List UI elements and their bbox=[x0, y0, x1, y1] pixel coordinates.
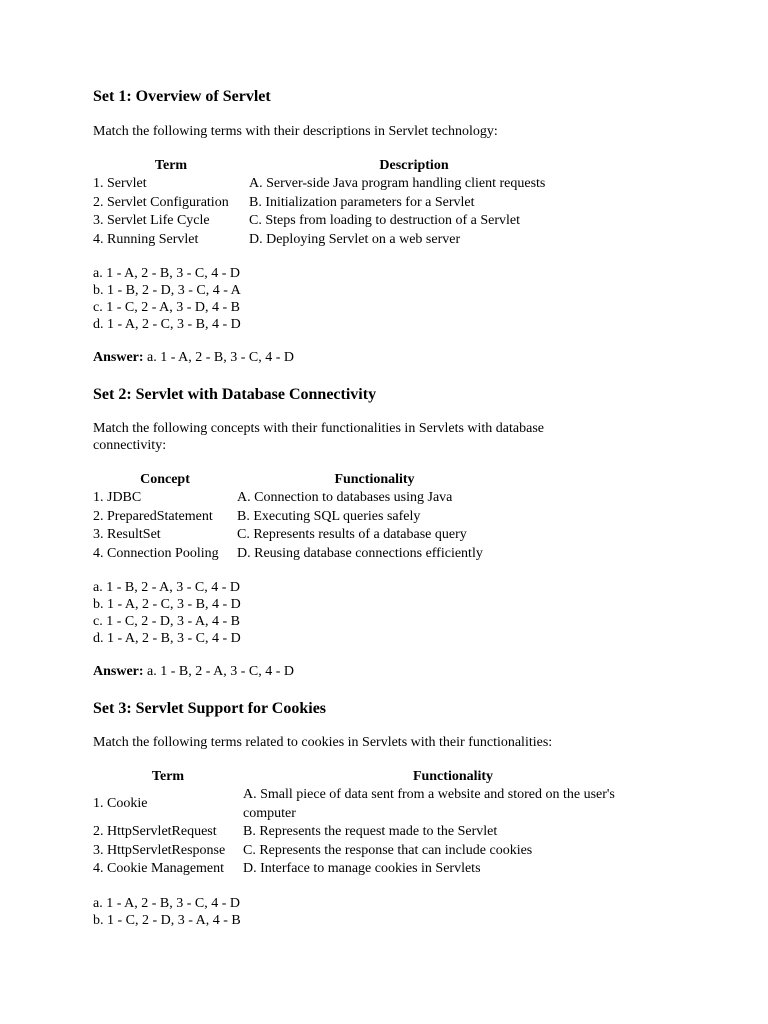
description-cell: D. Deploying Servlet on a web server bbox=[249, 231, 461, 247]
term-cell: 2. HttpServletRequest bbox=[93, 824, 217, 839]
option-a: a. 1 - A, 2 - B, 3 - C, 4 - D bbox=[93, 895, 240, 911]
functionality-cell: B. Executing SQL queries safely bbox=[237, 508, 421, 524]
table-row bbox=[93, 823, 663, 842]
table-row bbox=[93, 489, 512, 508]
table-row bbox=[93, 212, 579, 231]
set-1-match-table bbox=[93, 157, 579, 249]
term-cell: 1. Servlet bbox=[93, 176, 147, 191]
answer-value: a. 1 - A, 2 - B, 3 - C, 4 - D bbox=[147, 350, 295, 365]
table-header-term: Term bbox=[154, 158, 188, 173]
option-d: d. 1 - A, 2 - B, 3 - C, 4 - D bbox=[93, 631, 241, 646]
set-3 bbox=[93, 698, 693, 929]
set-1-answer bbox=[93, 349, 693, 366]
table-header-functionality: Functionality bbox=[334, 472, 415, 487]
set-2-match-table bbox=[93, 471, 512, 563]
term-cell: 4. Cookie Management bbox=[93, 861, 225, 876]
table-header-term: Term bbox=[151, 769, 185, 784]
set-3-match-table bbox=[93, 768, 663, 879]
functionality-cell: C. Represents the response that can include cookies bbox=[243, 842, 533, 858]
functionality-cell: A. Small piece of data sent from a website and stored on the user's computer bbox=[243, 787, 615, 821]
option-c: c. 1 - C, 2 - D, 3 - A, 4 - B bbox=[93, 614, 240, 629]
table-row bbox=[93, 786, 663, 823]
set-1-options bbox=[93, 265, 693, 333]
option-d: d. 1 - A, 2 - C, 3 - B, 4 - D bbox=[93, 317, 241, 332]
option-b: b. 1 - C, 2 - D, 3 - A, 4 - B bbox=[93, 912, 241, 928]
functionality-cell: A. Connection to databases using Java bbox=[237, 490, 453, 505]
concept-cell: 2. PreparedStatement bbox=[93, 508, 213, 524]
table-row bbox=[93, 860, 663, 879]
term-cell: 2. Servlet Configuration bbox=[93, 194, 229, 210]
functionality-cell: D. Reusing database connections efficiently bbox=[237, 545, 483, 561]
set-1-title: Set 1: Overview of Servlet bbox=[93, 88, 271, 105]
answer-label: Answer: bbox=[93, 350, 144, 365]
table-row bbox=[93, 231, 579, 250]
description-cell: C. Steps from loading to destruction of a Servlet bbox=[249, 213, 521, 228]
table-header-description: Description bbox=[379, 158, 449, 173]
option-a: a. 1 - A, 2 - B, 3 - C, 4 - D bbox=[93, 266, 240, 281]
concept-cell: 1. JDBC bbox=[93, 490, 142, 505]
functionality-cell: C. Represents results of a database query bbox=[237, 527, 467, 542]
term-cell: 1. Cookie bbox=[93, 796, 148, 812]
set-2-intro: Match the following concepts with their functionalities in Servlets with database connectivity: bbox=[93, 421, 545, 453]
concept-cell: 3. ResultSet bbox=[93, 527, 161, 542]
table-row bbox=[93, 194, 579, 213]
functionality-cell: D. Interface to manage cookies in Servlets bbox=[243, 861, 481, 876]
set-2-title: Set 2: Servlet with Database Connectivity bbox=[93, 386, 377, 403]
table-row bbox=[93, 545, 512, 564]
option-b: b. 1 - B, 2 - D, 3 - C, 4 - A bbox=[93, 283, 241, 298]
description-cell: A. Server-side Java program handling client requests bbox=[249, 176, 546, 191]
set-3-options bbox=[93, 895, 693, 929]
concept-cell: 4. Connection Pooling bbox=[93, 545, 219, 561]
table-row bbox=[93, 526, 512, 545]
set-1 bbox=[93, 86, 693, 366]
term-cell: 4. Running Servlet bbox=[93, 231, 199, 247]
table-row bbox=[93, 842, 663, 861]
answer-value: a. 1 - B, 2 - A, 3 - C, 4 - D bbox=[147, 664, 295, 679]
set-3-title: Set 3: Servlet Support for Cookies bbox=[93, 700, 327, 717]
option-c: c. 1 - C, 2 - A, 3 - D, 4 - B bbox=[93, 300, 240, 315]
description-cell: B. Initialization parameters for a Servlet bbox=[249, 194, 475, 210]
table-row bbox=[93, 508, 512, 527]
set-2-options bbox=[93, 579, 693, 647]
set-1-intro: Match the following terms with their descriptions in Servlet technology: bbox=[93, 124, 498, 139]
term-cell: 3. HttpServletResponse bbox=[93, 842, 226, 858]
term-cell: 3. Servlet Life Cycle bbox=[93, 213, 210, 228]
answer-label: Answer: bbox=[93, 664, 144, 679]
table-header-functionality: Functionality bbox=[412, 769, 494, 784]
table-row bbox=[93, 175, 579, 194]
set-3-intro: Match the following terms related to cookies in Servlets with their functionalities: bbox=[93, 735, 553, 750]
table-header-concept: Concept bbox=[140, 472, 190, 487]
option-a: a. 1 - B, 2 - A, 3 - C, 4 - D bbox=[93, 580, 240, 595]
option-b: b. 1 - A, 2 - C, 3 - B, 4 - D bbox=[93, 597, 241, 612]
functionality-cell: B. Represents the request made to the Servlet bbox=[243, 824, 498, 839]
set-2-answer bbox=[93, 663, 693, 680]
set-2 bbox=[93, 384, 693, 680]
